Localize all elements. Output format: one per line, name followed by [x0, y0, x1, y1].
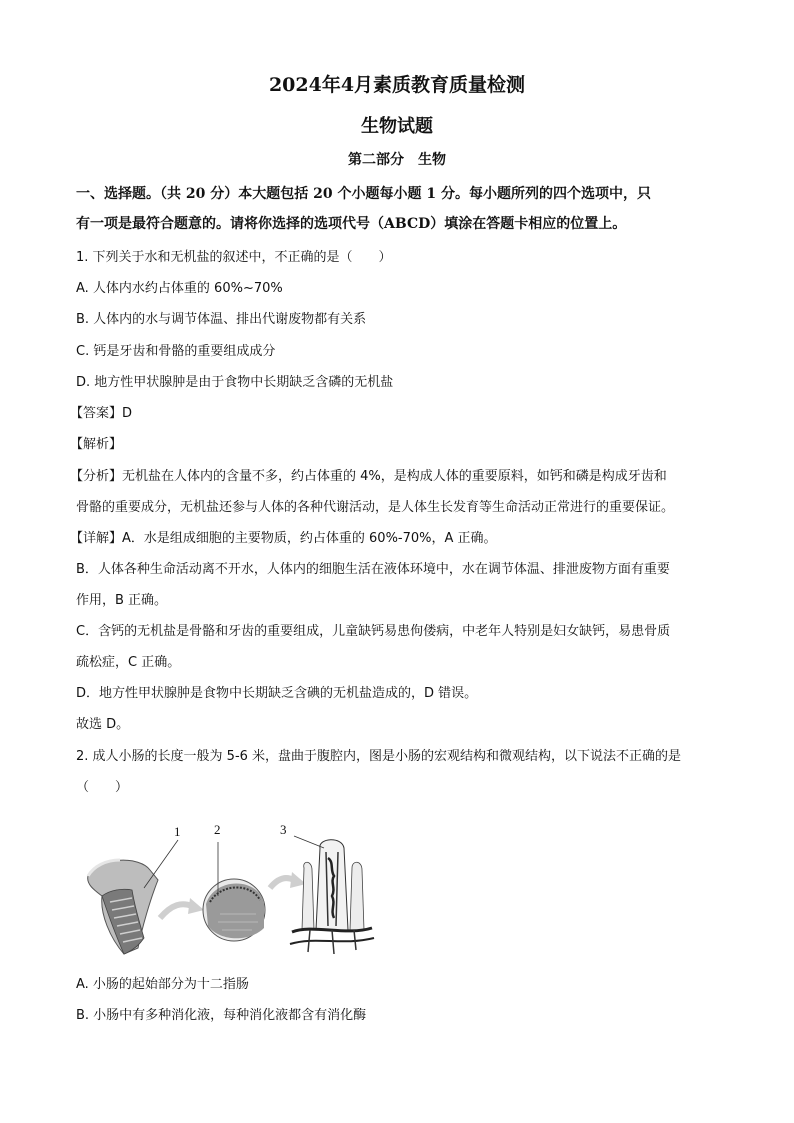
part-title: 第二部分 生物 — [348, 152, 446, 168]
question-1-option-c: C. 钙是牙齿和骨骼的重要组成成分 — [76, 344, 276, 359]
exam-title: 2024年4月素质教育质量检测 — [268, 74, 526, 96]
question-2-stem-line2: （ ） — [76, 780, 129, 795]
question-1-option-b: B. 人体内的水与调节体温、排出代谢废物都有关系 — [76, 312, 367, 327]
question-2-stem-line1: 2. 成人小肠的长度一般为 5-6 米，盘曲于腹腔内，图是小肠的宏观结构和微观结构，以下说法不正确的是 — [76, 749, 682, 764]
leader-line-1 — [144, 840, 178, 888]
question-2-option-b: B. 小肠中有多种消化液，每种消化液都含有消化酶 — [76, 1008, 367, 1023]
question-1-detail-line1: 【详解】A．水是组成细胞的主要物质，约占体重的 60%-70%，A 正确。 — [70, 531, 497, 546]
section-instructions-line1: 一、选择题。（共 20 分）本大题包括 20 个小题每小题 1 分。每小题所列的四个选项中，只 — [76, 186, 651, 202]
question-1-option-a: A. 人体内水约占体重的 60%~70% — [76, 281, 283, 296]
question-2-option-a: A. 小肠的起始部分为十二指肠 — [76, 977, 249, 992]
question-1-analysis-label: 【解析】 — [70, 437, 123, 452]
figure-label-2: 2 — [214, 822, 221, 837]
question-1-conclusion: 故选 D。 — [76, 717, 130, 732]
question-1-answer: 【答案】D — [70, 406, 133, 421]
question-1-detail-line3: 作用，B 正确。 — [76, 593, 168, 608]
question-1-detail-line4: C．含钙的无机盐是骨骼和牙齿的重要组成，儿童缺钙易患佝偻病，中老年人特别是妇女缺钙，易患骨质 — [76, 624, 671, 639]
question-1-analysis-line1: 【分析】无机盐在人体内的含量不多，约占体重的 4%，是构成人体的重要原料，如钙和磷是构成牙齿和 — [70, 469, 667, 484]
arrow-1-head — [188, 898, 204, 914]
question-1-analysis-line2: 骨骼的重要成分，无机盐还参与人体的各种代谢活动，是人体生长发育等生命活动正常进行的重要保证。 — [76, 500, 675, 515]
intestine-macro-drawing — [88, 860, 158, 954]
question-1-detail-line2: B．人体各种生命活动离不开水，人体内的细胞生活在液体环境中，水在调节体温、排泄废物方面有重要 — [76, 562, 670, 577]
figure-label-3: 3 — [280, 822, 287, 837]
arrow-1 — [160, 904, 192, 918]
subject-title: 生物试题 — [361, 116, 433, 137]
question-1-detail-line6: D．地方性甲状腺肿是食物中长期缺乏含碘的无机盐造成的，D 错误。 — [76, 686, 478, 701]
question-1-option-d: D. 地方性甲状腺肿是由于食物中长期缺乏含磷的无机盐 — [76, 375, 394, 390]
intestine-wall-magnified — [203, 879, 265, 941]
villus-micro-drawing — [290, 840, 374, 954]
section-instructions-line2: 有一项是最符合题意的。请将你选择的选项代号（ABCD）填涂在答题卡相应的位置上。 — [76, 216, 627, 232]
question-1-detail-line5: 疏松症，C 正确。 — [76, 655, 181, 670]
leader-line-3 — [294, 836, 324, 848]
small-intestine-figure — [80, 818, 380, 968]
figure-label-1: 1 — [174, 824, 181, 839]
question-1-stem: 1. 下列关于水和无机盐的叙述中，不正确的是（ ） — [76, 250, 392, 265]
